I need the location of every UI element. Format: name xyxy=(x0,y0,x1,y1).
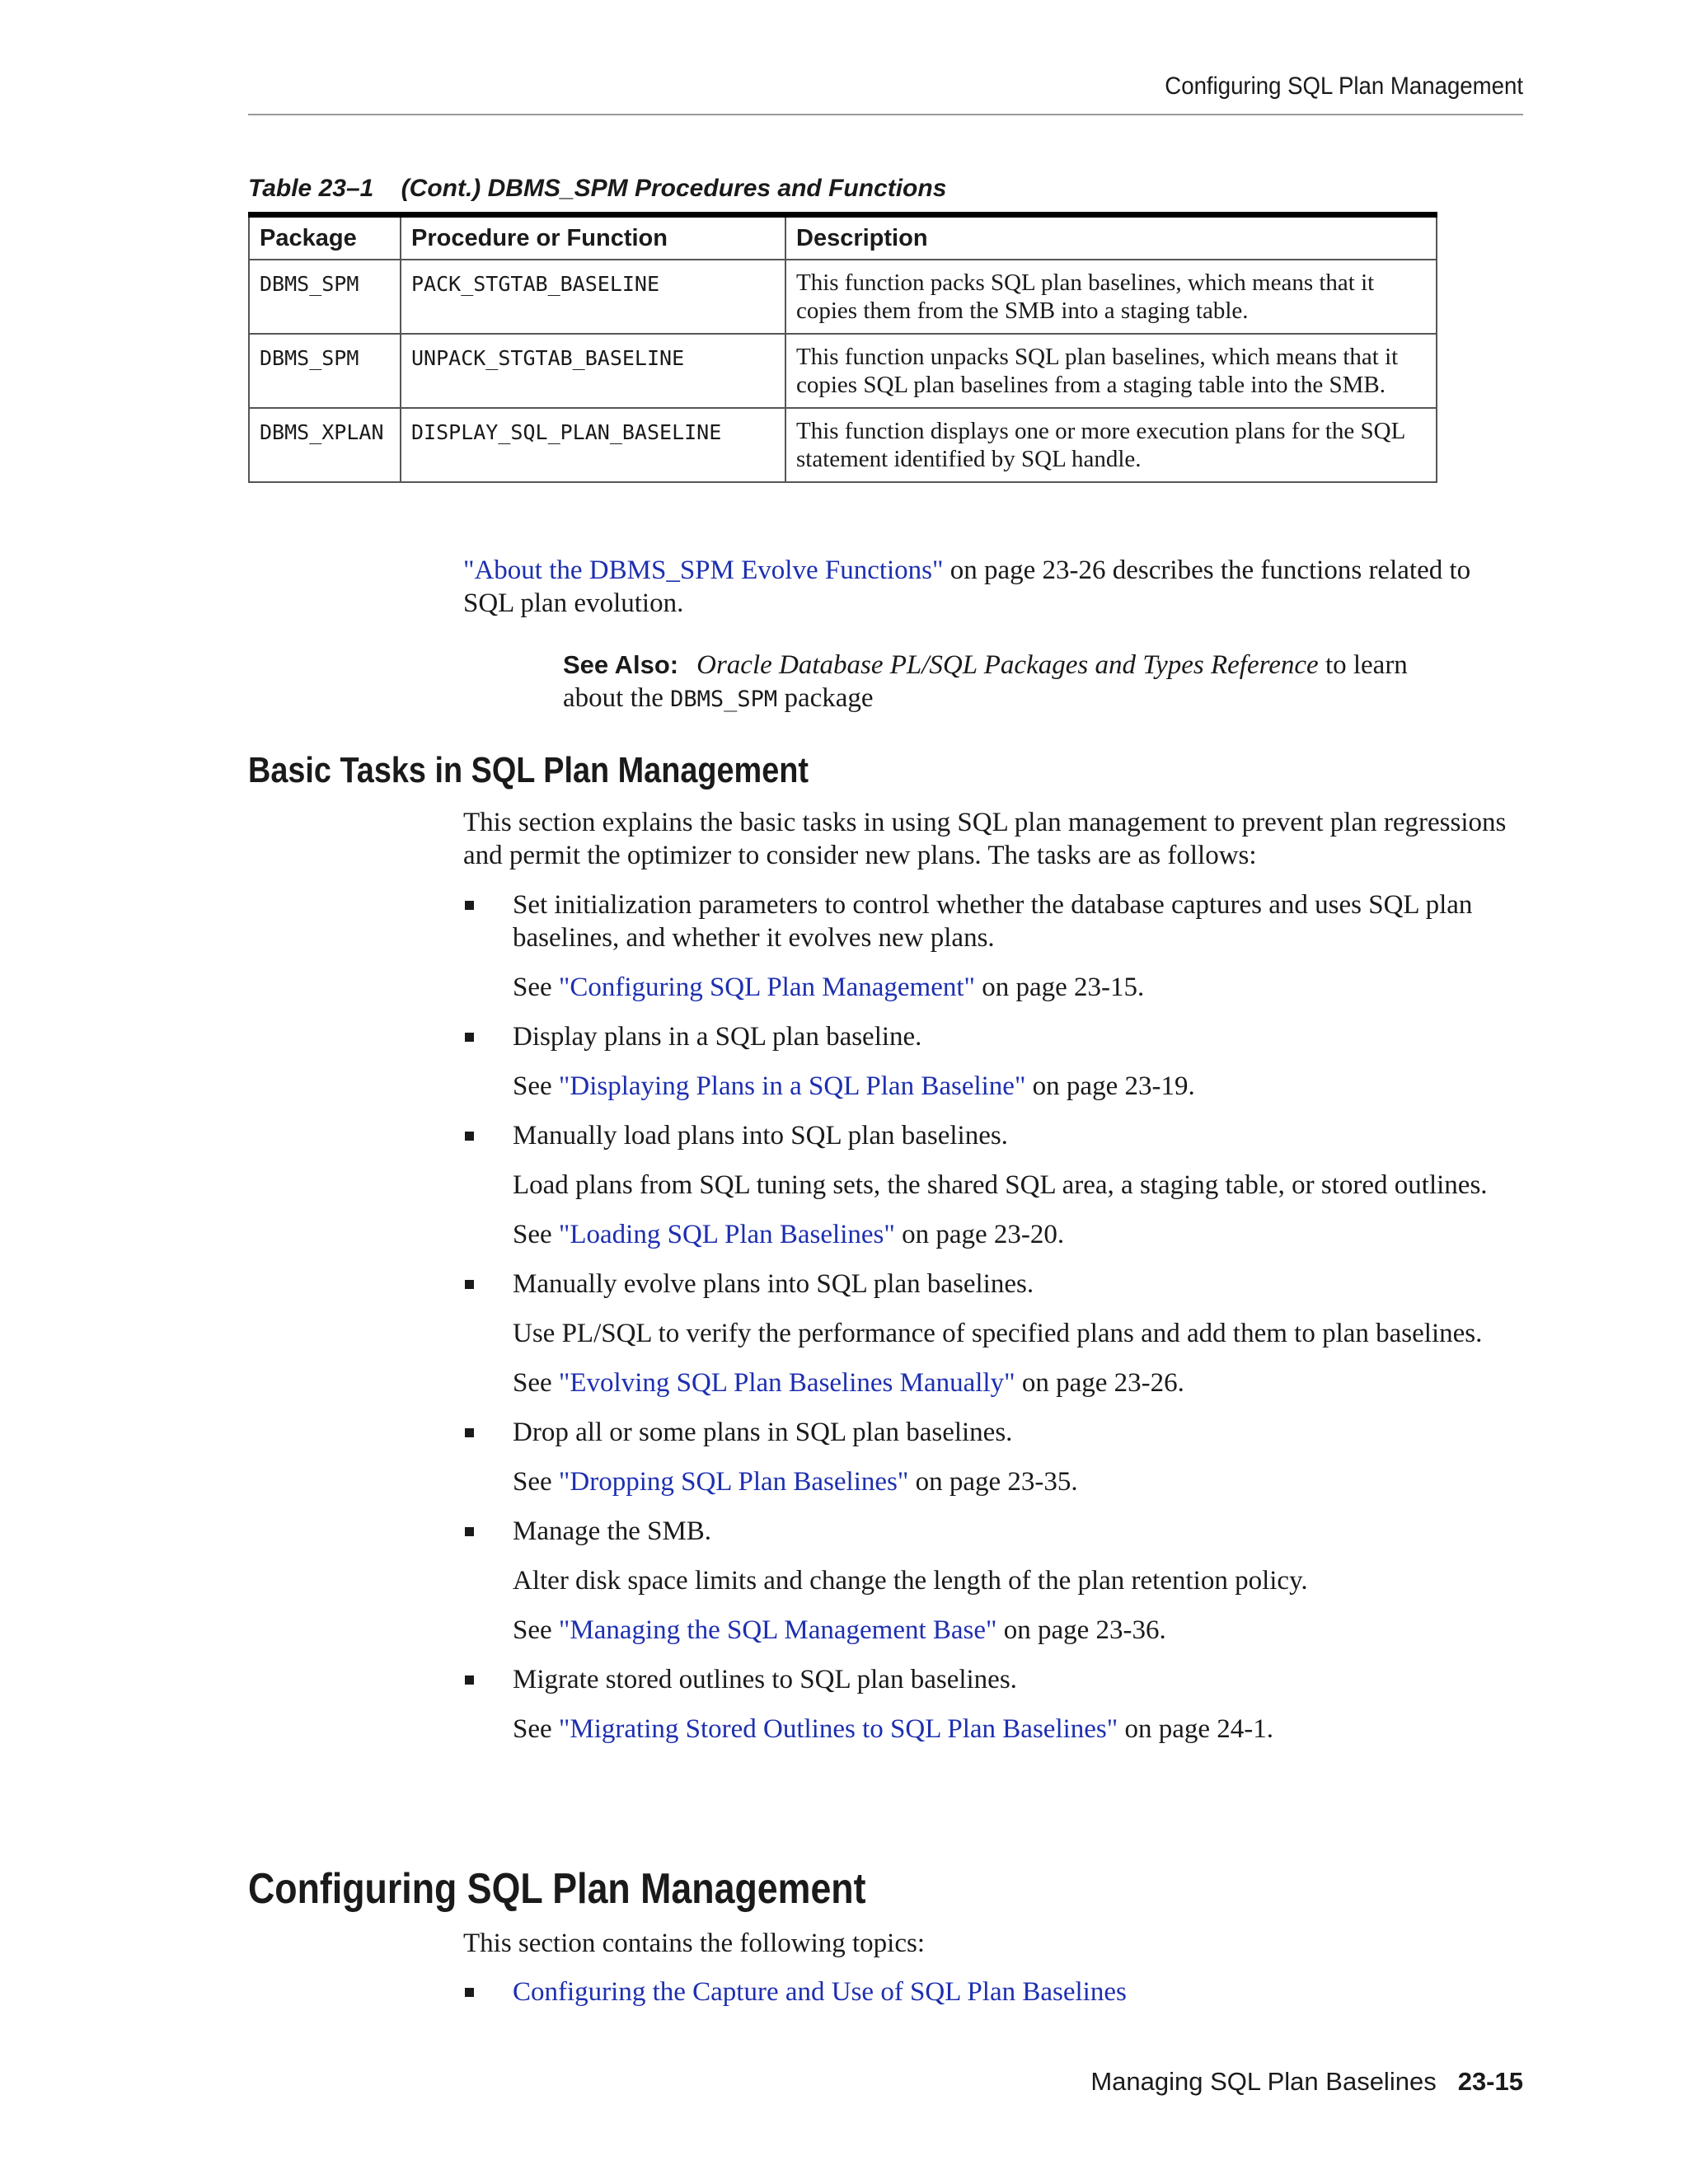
page-reference: on page 23-35. xyxy=(908,1467,1078,1497)
migrating-outlines-link[interactable]: "Migrating Stored Outlines to SQL Plan Baselines" xyxy=(558,1714,1118,1744)
cell-procedure: UNPACK_STGTAB_BASELINE xyxy=(401,334,785,408)
evolving-baselines-link[interactable]: "Evolving SQL Plan Baselines Manually" xyxy=(558,1368,1015,1398)
see-prefix: See xyxy=(513,1368,559,1398)
task-detail: Use PL/SQL to verify the performance of specified plans and add them to plan baselines. xyxy=(513,1319,1483,1348)
reference-book-title: Oracle Database PL/SQL Packages and Types Reference xyxy=(696,650,1319,680)
cell-package: DBMS_SPM xyxy=(249,334,401,408)
evolve-functions-text: on page 23-26 describes the functions related to SQL plan evolution. xyxy=(463,555,1471,618)
displaying-plans-link[interactable]: "Displaying Plans in a SQL Plan Baseline" xyxy=(558,1071,1026,1101)
page-reference: on page 23-36. xyxy=(996,1615,1166,1645)
task-text: Manage the SMB. xyxy=(513,1516,712,1546)
task-see-reference xyxy=(513,1713,1526,1746)
square-bullet-icon xyxy=(465,1527,474,1536)
task-see-reference xyxy=(513,1614,1526,1647)
topic-list xyxy=(463,1975,1526,2008)
table-row xyxy=(249,334,1437,408)
task-text: Drop all or some plans in SQL plan baselines. xyxy=(513,1418,1013,1447)
cell-package: DBMS_SPM xyxy=(249,260,401,334)
task-detail: Alter disk space limits and change the length of the plan retention policy. xyxy=(513,1566,1308,1596)
page-reference: on page 24-1. xyxy=(1118,1714,1274,1744)
task-text: Manually load plans into SQL plan baselines. xyxy=(513,1121,1008,1151)
see-prefix: See xyxy=(513,1220,559,1249)
table-row xyxy=(249,408,1437,482)
table-caption-title: (Cont.) DBMS_SPM Procedures and Functions xyxy=(401,175,947,202)
cell-description: This function packs SQL plan baselines, which means that it copies them from the SMB into a staging table. xyxy=(785,260,1437,334)
task-see-reference xyxy=(513,1070,1526,1103)
see-prefix: See xyxy=(513,1714,559,1744)
task-text: Set initialization parameters to control whether the database captures and uses SQL plan baselines, and whether it evolves new plans. xyxy=(513,890,1473,953)
table-caption-number: Table 23–1 xyxy=(248,175,374,202)
configuring-spm-link[interactable]: "Configuring SQL Plan Management" xyxy=(558,972,975,1002)
task-see-reference xyxy=(513,1465,1526,1498)
basic-tasks-intro: This section explains the basic tasks in using SQL plan management to prevent plan regressions and permit the optimizer to consider new plans. The tasks are as follows: xyxy=(463,808,1507,870)
procedures-table xyxy=(248,212,1437,483)
see-prefix: See xyxy=(513,1615,559,1645)
cell-description: This function unpacks SQL plan baselines, which means that it copies SQL plan baselines from a staging table into the SMB. xyxy=(785,334,1437,408)
see-also-label: See Also: xyxy=(563,650,679,679)
header-rule xyxy=(248,114,1523,115)
page-footer xyxy=(248,2067,1523,2097)
table-caption xyxy=(248,175,946,203)
task-text: Display plans in a SQL plan baseline. xyxy=(513,1022,922,1052)
page-reference: on page 23-26. xyxy=(1015,1368,1184,1398)
see-also-text-1: to learn about the xyxy=(563,650,1408,713)
evolve-functions-link[interactable]: "About the DBMS_SPM Evolve Functions" xyxy=(463,555,944,585)
see-also-note xyxy=(563,649,1470,716)
task-see-reference xyxy=(513,1366,1526,1399)
see-prefix: See xyxy=(513,1467,559,1497)
table-header-row xyxy=(249,215,1437,260)
page-reference: on page 23-19. xyxy=(1025,1071,1195,1101)
section-heading-basic-tasks: Basic Tasks in SQL Plan Management xyxy=(248,750,809,790)
list-item xyxy=(463,888,1526,1004)
footer-chapter-title: Managing SQL Plan Baselines xyxy=(1090,2067,1437,2096)
task-see-reference xyxy=(513,971,1526,1004)
square-bullet-icon xyxy=(465,901,474,910)
see-also-text-2: package xyxy=(777,683,874,713)
package-code: DBMS_SPM xyxy=(670,687,778,712)
task-text: Manually evolve plans into SQL plan baselines. xyxy=(513,1269,1034,1299)
cell-procedure: DISPLAY_SQL_PLAN_BASELINE xyxy=(401,408,785,482)
column-header-package: Package xyxy=(249,215,401,260)
task-list xyxy=(463,888,1526,1762)
square-bullet-icon xyxy=(465,1675,474,1685)
list-item xyxy=(463,1119,1526,1251)
square-bullet-icon xyxy=(465,1033,474,1042)
cell-description: This function displays one or more execution plans for the SQL statement identified by SQL handle. xyxy=(785,408,1437,482)
list-item xyxy=(463,1663,1526,1746)
see-prefix: See xyxy=(513,1071,559,1101)
footer-page-number: 23-15 xyxy=(1457,2067,1523,2096)
list-item xyxy=(463,1416,1526,1498)
list-item xyxy=(463,1515,1526,1647)
task-detail: Load plans from SQL tuning sets, the shared SQL area, a staging table, or stored outlines. xyxy=(513,1170,1488,1200)
square-bullet-icon xyxy=(465,1428,474,1437)
list-item xyxy=(463,1268,1526,1399)
square-bullet-icon xyxy=(465,1988,474,1997)
square-bullet-icon xyxy=(465,1132,474,1141)
task-text: Migrate stored outlines to SQL plan baselines. xyxy=(513,1665,1017,1694)
list-item xyxy=(463,1020,1526,1103)
column-header-description: Description xyxy=(785,215,1437,260)
square-bullet-icon xyxy=(465,1280,474,1289)
list-item xyxy=(463,1975,1526,2008)
task-see-reference xyxy=(513,1218,1526,1251)
column-header-procedure: Procedure or Function xyxy=(401,215,785,260)
managing-smb-link[interactable]: "Managing the SQL Management Base" xyxy=(558,1615,997,1645)
see-prefix: See xyxy=(513,972,559,1002)
section-heading-configuring: Configuring SQL Plan Management xyxy=(248,1865,866,1913)
dropping-baselines-link[interactable]: "Dropping SQL Plan Baselines" xyxy=(558,1467,909,1497)
evolve-functions-paragraph xyxy=(463,554,1526,620)
cell-package: DBMS_XPLAN xyxy=(249,408,401,482)
cell-procedure: PACK_STGTAB_BASELINE xyxy=(401,260,785,334)
page-reference: on page 23-15. xyxy=(974,972,1145,1002)
table-row xyxy=(249,260,1437,334)
loading-baselines-link[interactable]: "Loading SQL Plan Baselines" xyxy=(558,1220,895,1249)
page-reference: on page 23-20. xyxy=(894,1220,1065,1249)
configuring-intro: This section contains the following topics: xyxy=(463,1929,926,1958)
capture-and-use-link[interactable]: Configuring the Capture and Use of SQL Plan Baselines xyxy=(513,1977,1127,2007)
running-header: Configuring SQL Plan Management xyxy=(1165,73,1523,100)
